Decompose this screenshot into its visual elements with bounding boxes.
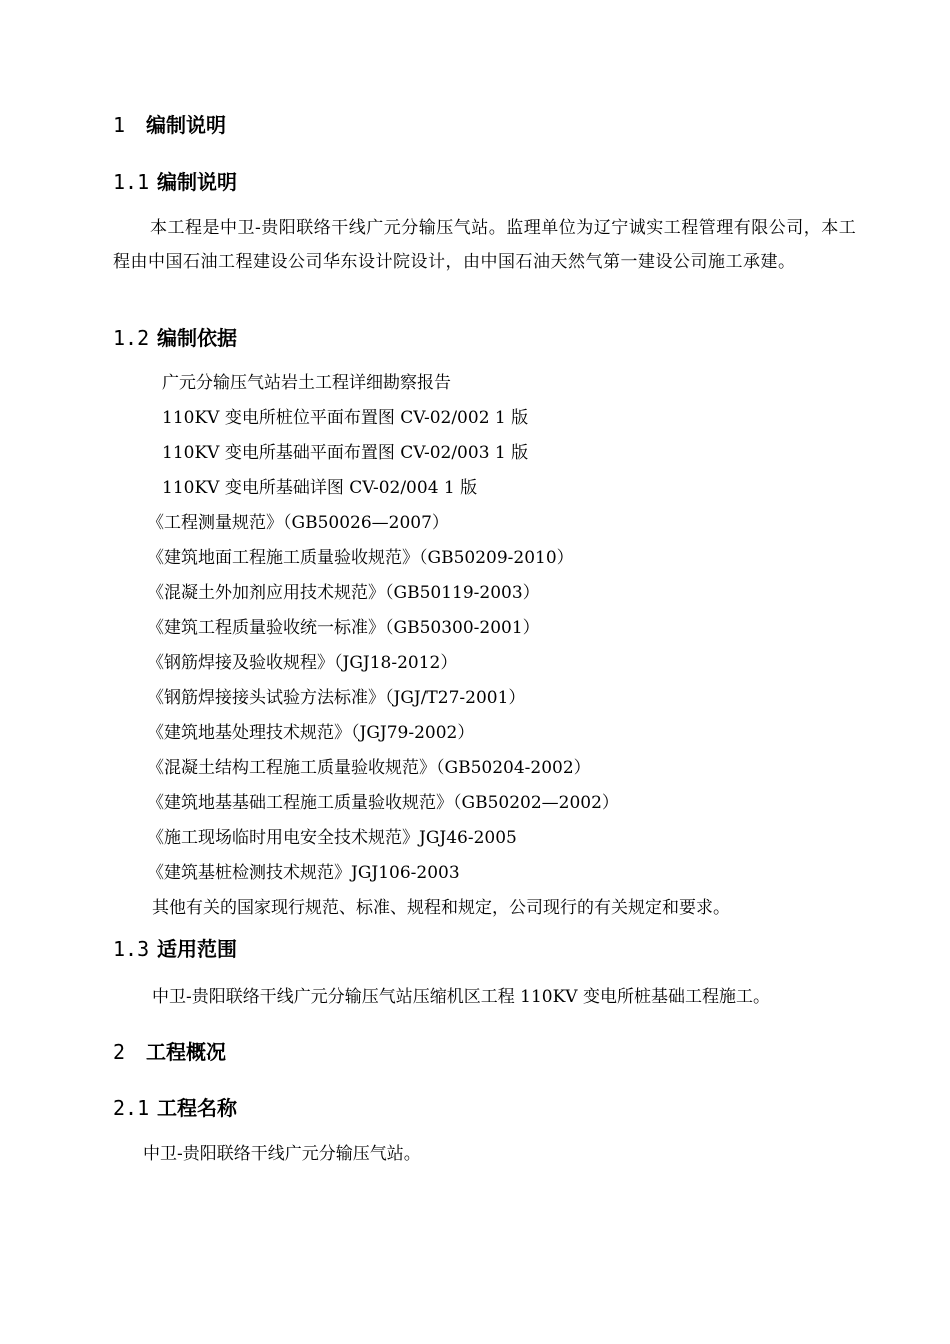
list-item: 《建筑地面工程施工质量验收规范》（GB50209-2010） [147, 548, 574, 568]
heading-section-1-2 [113, 326, 237, 350]
paragraph-project-name: 中卫-贵阳联络干线广元分输压气站。 [143, 1144, 421, 1164]
list-item: 《建筑地基处理技术规范》（JGJ79-2002） [147, 723, 475, 743]
list-item: 110KV 变电所基础详图 CV-02/004 1 版 [162, 478, 478, 498]
list-item: 110KV 变电所基础平面布置图 CV-02/003 1 版 [162, 443, 529, 463]
list-item: 《钢筋焊接及验收规程》（JGJ18-2012） [147, 653, 458, 673]
heading-title: 适用范围 [157, 937, 237, 961]
list-item: 其他有关的国家现行规范、标准、规程和规定，公司现行的有关规定和要求。 [152, 898, 730, 918]
heading-number: 1.3 [113, 937, 150, 961]
heading-section-2 [113, 1040, 226, 1064]
heading-title: 工程概况 [146, 1040, 226, 1064]
heading-number: 2.1 [113, 1096, 150, 1120]
list-item: 《建筑地基基础工程施工质量验收规范》（GB50202—2002） [147, 793, 619, 813]
list-item: 《混凝土外加剂应用技术规范》（GB50119-2003） [147, 583, 540, 603]
heading-section-2-1 [113, 1096, 237, 1120]
heading-title: 编制说明 [146, 113, 226, 137]
heading-section-1-3 [113, 937, 237, 961]
paragraph-project-intro: 本工程是中卫-贵阳联络干线广元分输压气站。监理单位为辽宁诚实工程管理有限公司，本工程由中国石油工程建设公司华东设计院设计，由中国石油天然气第一建设公司施工承建。 [113, 218, 857, 272]
paragraph-scope: 中卫-贵阳联络干线广元分输压气站压缩机区工程 110KV 变电所桩基础工程施工。 [152, 987, 770, 1007]
heading-title: 工程名称 [157, 1096, 237, 1120]
heading-title: 编制说明 [157, 170, 237, 194]
list-item: 110KV 变电所桩位平面布置图 CV-02/002 1 版 [162, 408, 529, 428]
list-item: 《建筑基桩检测技术规范》JGJ106-2003 [147, 863, 460, 883]
list-item: 《钢筋焊接接头试验方法标准》（JGJ/T27-2001） [147, 688, 526, 708]
heading-section-1-1 [113, 170, 237, 194]
heading-section-1 [113, 113, 226, 137]
list-item: 《施工现场临时用电安全技术规范》JGJ46-2005 [147, 828, 517, 848]
heading-number: 1.2 [113, 326, 150, 350]
heading-number: 1 [113, 113, 126, 137]
heading-title: 编制依据 [157, 326, 237, 350]
list-item: 《混凝土结构工程施工质量验收规范》（GB50204-2002） [147, 758, 591, 778]
heading-number: 2 [113, 1040, 126, 1064]
list-item: 广元分输压气站岩土工程详细勘察报告 [162, 373, 451, 393]
heading-number: 1.1 [113, 170, 150, 194]
list-item: 《工程测量规范》（GB50026—2007） [147, 513, 449, 533]
list-item: 《建筑工程质量验收统一标准》（GB50300-2001） [147, 618, 540, 638]
